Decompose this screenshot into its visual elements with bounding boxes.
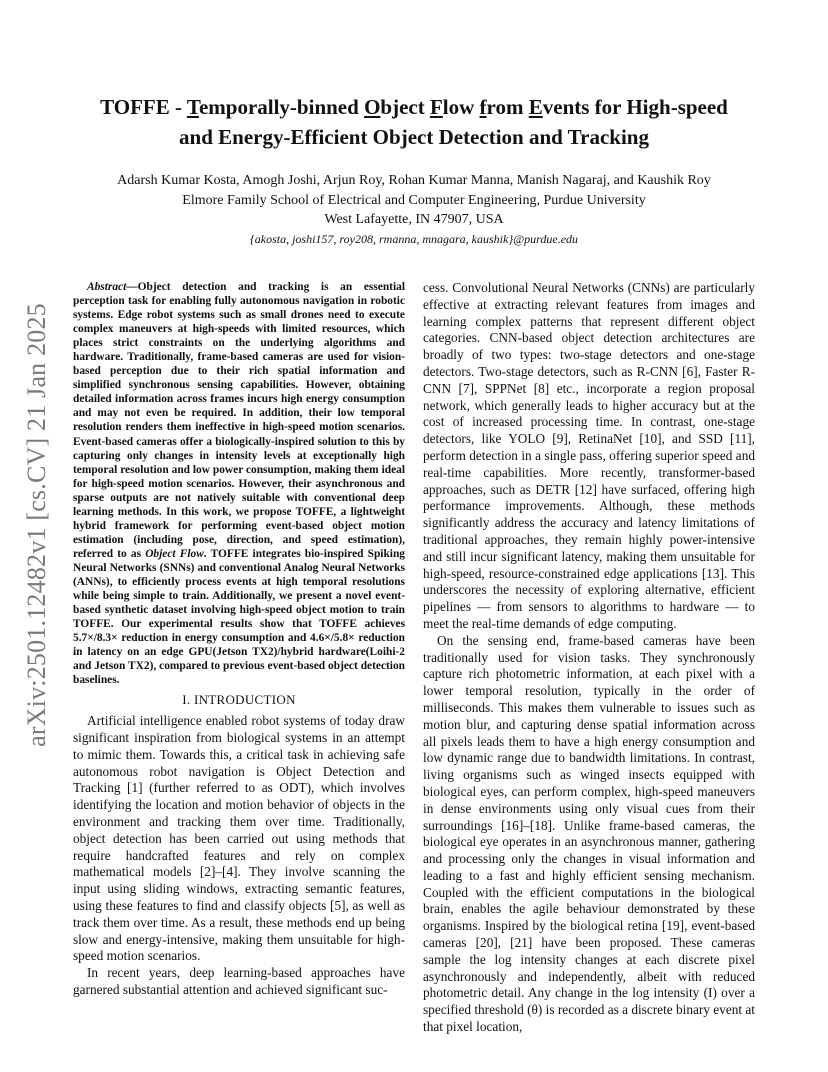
paper-title [60, 92, 768, 152]
abstract-label: Abstract [87, 281, 127, 293]
right-column [423, 280, 755, 1036]
abstract-emphasis: Object Flow [145, 547, 204, 560]
title-fragment: vents for High-speed [542, 95, 728, 119]
abstract [73, 280, 405, 687]
author-location: West Lafayette, IN 47907, USA [324, 212, 504, 227]
abstract-text-part-1: Object detection and tracking is an essential perception task for enabling fully autonomous navigation in robotic systems. Edge robot systems such as small drones need to execute complex maneuvers at high-speeds with limited resources, which places strict constraints on the underlying algorithms and hardware. Traditionally, frame-based cameras are used for vision-based perception due to their rich spatial information and simplified synchronous sensing capabilities. However, obtaining detailed information across frames incurs high energy consumption and may not even be required. In addition, their low temporal resolution renders them ineffective in high-speed motion scenarios. Event-based cameras offer a biologically-inspired solution to this by capturing only changes in intensity levels at exceptionally high temporal resolution and low power consumption, making them ideal for high-speed motion scenarios. However, their asynchronous and sparse outputs are not natively suitable with conventional deep learning methods. In this work, we propose TOFFE, a lightweight hybrid framework for performing event-based object motion estimation (including pose, direction, and speed estimation), referred to as [73, 281, 405, 560]
author-block [40, 171, 788, 249]
title-underlined-letter: f [479, 95, 487, 119]
arxiv-side-identifier [22, 290, 52, 760]
section-heading-introduction: I. INTRODUCTION [182, 692, 296, 708]
title-underlined-letter: E [528, 95, 543, 119]
author-affiliation: Elmore Family School of Electrical and Computer Engineering, Purdue University [182, 192, 646, 208]
body-paragraph: cess. Convolutional Neural Networks (CNNs) are particularly effective at extracting relevant features from images and learning complex patterns that represent different object categories. CNN-based object detection architectures are broadly of two types: two-stage detectors and one-stage detectors. Two-stage detectors, such as R-CNN [6], Faster R-CNN [7], SPPNet [8] etc., incorporate a region proposal network, which generally leads to higher accuracy but at the cost of increased processing time. In contrast, one-stage detectors, like YOLO [9], RetinaNet [10], and SSD [11], perform detection in a single pass, offering superior speed and real-time capabilities. More recently, transformer-based approaches, such as DETR [12] have surfaced, offering high performance improvements. Although, these methods significantly address the accuracy and latency limitations of traditional approaches, they remain highly power-intensive and still incur significant latency, making them unsuitable for high-speed, resource-constrained edge applications [13]. This underscores the necessity of exploring alternative, efficient pipelines — from sensors to algorithms to hardware — to meet the real-time demands of edge computing. [423, 280, 755, 631]
abstract-text-part-2: . TOFFE integrates bio-inspired Spiking Neural Networks (SNNs) and conventional Analog Neural Networks (ANNs), to efficiently process events at high temporal resolutions while being simple to train. Additionally, we present a novel event-based synthetic dataset involving high-speed object motion to train TOFFE. Our experimental results show that TOFFE achieves 5.7×/8.3× reduction in energy consumption and 4.6×/5.8× reduction in latency on an edge GPU(Jetson TX2)/hybrid hardware(Loihi-2 and Jetson TX2), compared to previous event-based object detection baselines. [73, 547, 405, 687]
title-line-2: and Energy-Efficient Object Detection and Tracking [179, 125, 649, 149]
arxiv-id-text: arXiv:2501.12482v1 [cs.CV] 21 Jan 2025 [22, 303, 51, 747]
title-underlined-letter: F [429, 95, 443, 119]
author-names: Adarsh Kumar Kosta, Amogh Joshi, Arjun Roy, Rohan Kumar Manna, Manish Nagaraj, and Kaushik Roy [117, 173, 711, 188]
title-fragment: rom [486, 95, 529, 119]
left-column [73, 280, 405, 999]
body-paragraph: In recent years, deep learning-based approaches have garnered substantial attention and achieved significant suc- [73, 965, 405, 997]
body-paragraph: On the sensing end, frame-based cameras have been traditionally used for vision tasks. They synchronously capture rich photometric information, at each pixel with a lower temporal resolution, typically in the order of milliseconds. This makes them vulnerable to issues such as motion blur, and capturing dense spatial information across all pixels leads them to have a high energy consumption and low dynamic range due to bandwidth limitations. In contrast, living organisms such as winged insects equipped with biological eyes, can perform complex, high-speed maneuvers in dense environments using only visual cues from their surroundings [16]–[18]. Unlike frame-based cameras, the biological eye operates in an asynchronous manner, gathering and processing only the changes in visual information and leading to a fast and highly efficient sensing mechanism. Coupled with the efficient computations in the biological brain, enables the agile behaviour demonstrated by these organisms. Inspired by the biological retina [19], event-based cameras [20], [21] have been proposed. These cameras sample the log intensity changes at each discrete pixel asynchronously and independently, albeit with reduced photometric detail. Any change in the log intensity (I) over a specified threshold (θ) is recorded as a discrete binary event at that pixel location, [423, 632, 756, 1035]
title-fragment: bject [380, 95, 430, 119]
title-fragment: low [442, 95, 480, 119]
title-underlined-letter: T [186, 95, 199, 119]
title-fragment: emporally-binned [198, 95, 365, 119]
abstract-dash: — [126, 281, 138, 293]
title-underlined-letter: O [364, 95, 381, 119]
title-fragment: TOFFE - [100, 95, 187, 119]
body-paragraph: Artificial intelligence enabled robot systems of today draw significant inspiration from biological systems in an attempt to mimic them. Towards this, a critical task in achieving safe autonomous robot navigation is Object Detection and Tracking [1] (further referred to as ODT), which involves identifying the location and motion behavior of objects in the environment and tracking them over time. Traditionally, object detection has been carried out using methods that require handcrafted features and rely on complex mathematical models [2]–[4]. They involve scanning the input using sliding windows, extracting semantic features, using these features to find and classify objects [5], as well as track them over time. As a result, these methods end up being slow and energy-intensive, making them unsuitable for high-speed motion scenarios. [73, 713, 405, 964]
title-line-1 [60, 92, 768, 122]
author-emails: {akosta, joshi157, roy208, rmanna, mnagara, kaushik}@purdue.edu [249, 231, 579, 246]
